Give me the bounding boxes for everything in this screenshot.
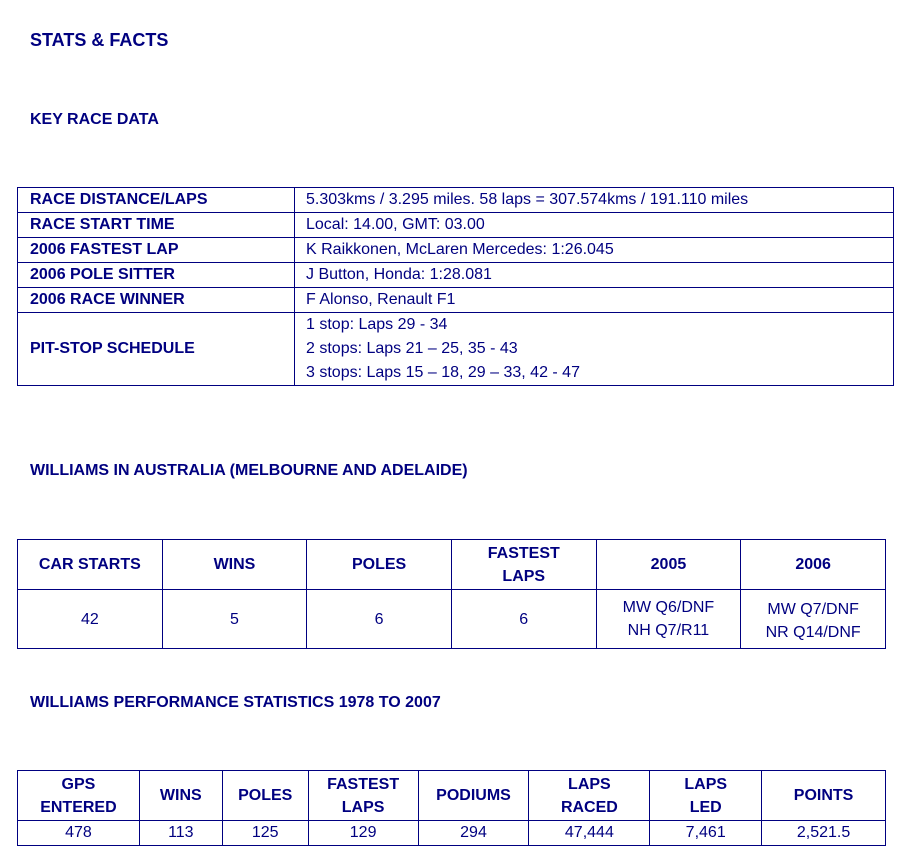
cell-2006 — [741, 590, 886, 649]
cell: 5 — [162, 590, 307, 649]
header-line: LAPS — [341, 798, 385, 816]
col-header — [529, 771, 650, 821]
key-race-data-table — [17, 187, 894, 386]
col-header: WINS — [139, 771, 222, 821]
col-header — [650, 771, 762, 821]
table-row — [18, 238, 894, 263]
col-header — [18, 771, 140, 821]
cell: 478 — [18, 821, 140, 846]
performance-heading: WILLIAMS PERFORMANCE STATISTICS 1978 TO 2007 — [30, 694, 441, 711]
pit-stop-line: 3 stops: Laps 15 – 18, 29 – 33, 42 - 47 — [306, 364, 580, 381]
row-label: RACE START TIME — [18, 213, 295, 238]
cell: 113 — [139, 821, 222, 846]
col-header: WINS — [162, 540, 307, 590]
table-row — [18, 590, 886, 649]
header-line: FASTEST — [487, 544, 560, 562]
col-header: POLES — [307, 540, 452, 590]
col-header: 2006 — [741, 540, 886, 590]
row-value: F Alonso, Renault F1 — [295, 288, 894, 313]
header-line: LAPS — [568, 775, 611, 793]
result-line: MW Q7/DNF — [767, 601, 859, 618]
header-line: LED — [689, 798, 722, 816]
row-value: 5.303kms / 3.295 miles. 58 laps = 307.574kms / 191.110 miles — [295, 188, 894, 213]
key-race-data-heading: KEY RACE DATA — [30, 111, 159, 128]
cell: 2,521.5 — [762, 821, 886, 846]
result-line: NR Q14/DNF — [765, 624, 861, 641]
table-row — [18, 213, 894, 238]
col-header: 2005 — [596, 540, 741, 590]
table-row — [18, 288, 894, 313]
col-header: CAR STARTS — [18, 540, 163, 590]
cell: 6 — [307, 590, 452, 649]
row-label: 2006 RACE WINNER — [18, 288, 295, 313]
cell: 7,461 — [650, 821, 762, 846]
col-header — [451, 540, 596, 590]
table-row — [18, 821, 886, 846]
header-line: ENTERED — [40, 798, 117, 816]
row-value: K Raikkonen, McLaren Mercedes: 1:26.045 — [295, 238, 894, 263]
pit-stop-label: PIT-STOP SCHEDULE — [18, 313, 295, 386]
table-row — [18, 313, 894, 386]
col-header: POINTS — [762, 771, 886, 821]
pit-stop-line: 2 stops: Laps 21 – 25, 35 - 43 — [306, 340, 518, 357]
header-line: LAPS — [684, 775, 728, 793]
cell: 129 — [308, 821, 418, 846]
cell-2005 — [596, 590, 741, 649]
pit-stop-value — [295, 313, 894, 386]
page-title: STATS & FACTS — [30, 30, 169, 50]
cell: 42 — [18, 590, 163, 649]
col-header — [308, 771, 418, 821]
pit-stop-line: 1 stop: Laps 29 - 34 — [306, 316, 448, 333]
table-header-row — [18, 771, 886, 821]
row-value: Local: 14.00, GMT: 03.00 — [295, 213, 894, 238]
result-line: MW Q6/DNF — [622, 599, 715, 616]
header-line: FASTEST — [327, 775, 400, 793]
col-header: PODIUMS — [418, 771, 529, 821]
cell: 6 — [451, 590, 596, 649]
col-header: POLES — [222, 771, 308, 821]
performance-table — [17, 770, 886, 846]
row-label: RACE DISTANCE/LAPS — [18, 188, 295, 213]
australia-heading: WILLIAMS IN AUSTRALIA (MELBOURNE AND ADELAIDE) — [30, 462, 468, 479]
table-header-row — [18, 540, 886, 590]
cell: 125 — [222, 821, 308, 846]
header-line: RACED — [560, 798, 618, 816]
row-label: 2006 POLE SITTER — [18, 263, 295, 288]
header-line: GPS — [61, 775, 96, 793]
row-label: 2006 FASTEST LAP — [18, 238, 295, 263]
row-value: J Button, Honda: 1:28.081 — [295, 263, 894, 288]
cell: 47,444 — [529, 821, 650, 846]
header-line: LAPS — [502, 567, 546, 585]
result-line: NH Q7/R11 — [627, 622, 710, 639]
australia-table — [17, 539, 886, 649]
table-row — [18, 263, 894, 288]
table-row — [18, 188, 894, 213]
cell: 294 — [418, 821, 529, 846]
